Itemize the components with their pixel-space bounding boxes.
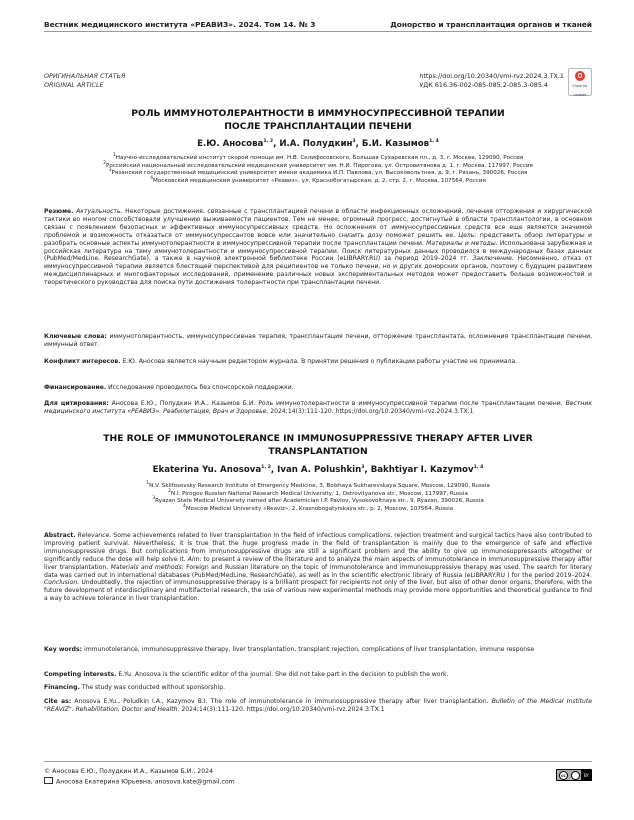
conflict-en: Competing interests. E.Yu. Anosova is the scientific editor of the journal. She did not take part in the decision to publish the work. [44,671,449,678]
keywords-ru: Ключевые слова: иммунотолерантность, иммуносупрессивная терапия, трансплантация печени, отторжение трансплантата, осложнения трансплантации печени, иммунный ответ. [44,333,592,348]
footer [44,767,235,787]
author-ru-2-sup: 3 [352,139,356,145]
author-en-2: Ivan A. Polushkin [277,465,362,475]
affiliation-ru: $^2$Российский национальный исследовательский медицинский университет им. Н.И. Пирогова, ул. Островитянова д. 1, г. Москва, 117997, Россия [103,160,533,169]
article-type-en: ORIGINAL ARTICLE [44,80,104,89]
footer-divider [44,761,592,762]
abstract-ru: Резюме. Актуальность. Некоторые достижения, связанные с трансплантацией печени в области инфекционных осложнений, лечения отторжения и хирургической тактики во многом способствовали улучшению выживаемости пациентов. Тем не менее, огромный прогресс, достигнутый в области трансплантологии, в основном связан с появлением безопасных и эффективных иммуносупрессивных средств. Но осложнения от иммуносупрессивных средств все еще являются значимой проблемой и возможность отказаться от иммуносупрессантов вовсе или значительно снизить дозу поможет решить ее. Цель: представить обзор литературы и разобрать основные аспекты иммунотолерантности в иммуносупрессивной терапии после трансплантации печени. Материалы и методы. Использована зарубежная и российская литература на тему иммунотолерантности и иммуносупрессивной терапии. Поиск литературных данных проводился в международных базах данных (PubMed/MedLine, ResearchGate), а также в научной электронной библиотеке России (eLIBRARY.RU) за период 2019–2024 гг. Заключение. Несомненно, отказ от иммуносупрессивной терапии является блестящей перспективой для реципиентов не только печени, но и других донорских органов, поэтому с будущим развитием междисциплинарных и многофакторных исследований, применение различных новых экспериментальных методов может предоставить больше возможностей и теоретического руководства для поиска пути достижения толерантности при трансплантации печени. [44,208,593,287]
contact-email[interactable]: anosova.kate@gmail.com [154,778,235,785]
affiliations-ru [44,155,592,186]
funding-en: Financing. The study was conducted without sponsorship. [44,684,226,691]
title-ru-line1: РОЛЬ ИММУНОТОЛЕРАНТНОСТИ В ИММУНОСУПРЕССИВНОЙ ТЕРАПИИ [131,108,505,119]
affiliation-en: $^2$N.I. Pirogov Russian National Research Medical University, 1, Ostrovityanova str., Moscow, 117997, Russia [168,488,468,497]
journal-name: Вестник медицинского института «РЕАВИЗ». 2024. Том 14. № 3 [44,20,316,29]
title-ru-line2: ПОСЛЕ ТРАНСПЛАНТАЦИИ ПЕЧЕНИ [224,121,412,132]
author-ru-1-sup: 1, 2 [263,139,274,145]
header-divider [44,31,592,32]
citation-en: Cite as: Anosova E.Yu., Poludkin I.A., Kazymov B.I. The role of immunotolerance in immunosuppressive therapy after liver transplantation. Bulletin of the Medical Institute "REAVIZ". Rehabilitation, Doctor and Health. 2024;14(3):111-120. https://doi.org/10.20340/vmi-rvz.2024.3.TX.1 [44,698,593,713]
check-for-updates-label: Check for updates [572,84,588,97]
author-ru-3: Б.И. Казымов [361,139,430,149]
corresponding-author [44,777,235,787]
cc-icon: cc [559,771,568,780]
title-en [44,432,592,458]
title-en-line1: THE ROLE OF IMMUNOTOLERANCE IN IMMUNOSUPPRESSIVE THERAPY AFTER LIVER [103,433,533,444]
affiliation-ru: $^4$Московский медицинский университет «Реавиз», ул. Краснобогатырская, д. 2, стр. 2, г. Москва, 107564, Россия [150,176,486,185]
author-ru-2: И.А. Полудкин [279,139,353,149]
author-en-3: Bakhtiyar I. Kazymov [370,465,474,475]
funding-ru: Финансирование. Исследование проводилось без спонсорской поддержки. [44,384,294,391]
article-type-ru: ОРИГИНАЛЬНАЯ СТАТЬЯ [44,72,126,80]
check-for-updates-icon [575,71,585,81]
udc-code: УДК 616.36-002-085-085.2-085.3-085.4 [419,80,549,89]
authors-ru: Е.Ю. Аносова$^{1, 2}$, И.А. Полудкин$^3$, Б.И. Казымов$^{1, 4}$ [197,139,439,149]
cc-by-license-badge[interactable] [556,769,592,781]
section-name: Донорство и трансплантация органов и тканей [390,20,592,29]
copyright: © Аносова Е.Ю., Полудкин И.А., Казымов Б.И., 2024 [44,768,214,775]
affiliation-en: $^4$Moscow Medical University «Reaviz», 2, Krasnobogatyrskaya str., p. 2, Moscow, 107564, Russia [182,504,454,513]
affiliation-en: $^3$Ryazan State Medical University named after Academician I.P. Pavlov, Vysokovoltnaya str., 9, Ryazan, 390026, Russia [152,496,484,505]
author-en-1: Ekaterina Yu. Anosova [152,465,262,475]
title-ru [44,107,592,133]
abstract-en: Abstract. Relevance. Some achievements related to liver transplantation in the field of infectious complications, rejection treatment and surgical tactics have also contributed to improving patient survival. Nevertheless, it is true that the huge progress made in the field of transplantation is mainly due to the emergence of safe and effective immunosuppressive drugs. But complications from immunosuppressive drugs are still a significant problem and the ability to give up immunosuppressants altogether or significantly reduce the dose will help solve it. Aim: to present a review of the literature and to analyze the main aspects of immunotolerance in immunosuppressive therapy after liver transplantation. Materials and methods: Foreign and Russian literature on the topic of immunotolerance and immunosuppressive therapy was used. The search for literary data was carried out in international databases (PubMed/MedLine, ResearchGate), as well as in the scientific electronic library of Russia (eLIBRARY.RU ) for the period 2019–2024. Conclusion. Undoubtedly, the rejection of immunosuppressive therapy is a brilliant prospect for recipients not only of the liver, but also of other donor organs, therefore, with the future development of interdisciplinary and multifactorial research, the use of various new experimental methods may provide more opportunities and theoretical guidance to find a way to achieve tolerance in liver transplantation. [44,532,593,603]
affiliation-ru: $^1$Научно-исследовательский институт скорой помощи им. Н.В. Склифосовского, Большая Сухаревская пл., д. 3, г. Москва, 129090, Россия [112,153,524,161]
author-en-3-sup: 1, 4 [473,465,484,471]
affiliation-ru: $^3$Рязанский государственный медицинский университет имени академика И.П. Павлова, ул. Высоковольтная, д. 9, г. Рязань, 390026, Россия [108,168,528,177]
author-en-1-sup: 1, 2 [261,465,271,471]
by-label: BY [581,770,592,781]
check-for-updates-badge[interactable] [568,68,592,96]
title-en-line2: TRANSPLANTATION [268,446,368,457]
author-ru-3-sup: 1, 4 [429,139,439,145]
authors-en: Ekaterina Yu. Anosova$^{1, 2}$, Ivan A. Polushkin$^3$, Bakhtiyar I. Kazymov$^{1, 4}$ [152,465,484,475]
author-en-2-sup: 3 [361,465,365,471]
doi-link[interactable]: https://doi.org/10.20340/vmi-rvz.2024.3.TX.1 [419,72,564,80]
article-meta [44,72,592,98]
conflict-ru: Конфликт интересов. Е.Ю. Аносова является научным редактором журнала. В принятии решения о публикации работы участие не принимала. [44,358,518,365]
contact-name: Аносова Екатерина Юрьевна, [55,778,153,785]
envelope-icon [44,777,53,784]
person-icon [571,771,580,780]
affiliations-en [44,483,592,514]
keywords-en: Key words: immunotolerance, immunosuppressive therapy, liver transplantation, transplant rejection, complications of liver transplantation, immune response [44,646,535,653]
citation-ru: Для цитирования: Аносова Е.Ю., Полудкин И.А., Казымов Б.И. Роль иммунотолерантности в иммуносупрессивной терапии после трансплантации печени. Вестник медицинского института «РЕАВИЗ». Реабилитация, Врач и Здоровье. 2024;14(3):111-120. https://doi.org/10.20340/vmi-rvz.2024.3.TX.1 [44,400,593,415]
affiliation-en: $^1$N.V. Sklifosovsky Research Institute of Emergency Medicine, 3, Bolshaya Sukharevskaya Square, Moscow, 129090, Russia [146,481,490,489]
author-ru-1: Е.Ю. Аносова [197,139,264,149]
